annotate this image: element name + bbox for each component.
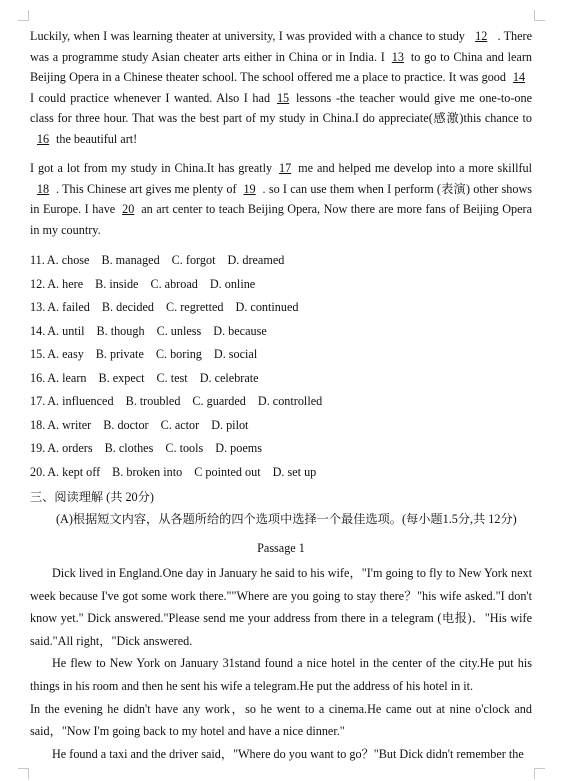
option-row: 11. A. chose B. managed C. forgot D. dreamed	[30, 253, 285, 267]
passage-paragraph: He found a taxi and the driver said，"Where do you want to go？"But Dick didn't remember the	[52, 746, 524, 761]
option-row: 16. A. learn B. expect C. test D. celebrate	[30, 370, 259, 385]
blank-17: 17	[279, 161, 292, 175]
page-corner-mark	[534, 10, 545, 21]
section-heading: 三、阅读理解 (共 20分)	[30, 490, 154, 504]
option-row: 19. A. orders B. clothes C. tools D. poems	[30, 441, 262, 455]
blank-12: 12	[475, 29, 488, 43]
page-corner-mark	[18, 768, 29, 779]
blank-18: 18	[36, 181, 50, 196]
passage-paragraph: Dick lived in England.One day in January he said to his wife，"I'm going to fly to New York next week because I've got some work there.""Where are you going to stay there？"his wife asked."I don't know yet." Dick answered."Please send me your address from there in a telegram (电报)．"His wife said."All right，"Dick answered.	[30, 566, 532, 648]
blank-15: 15	[276, 90, 290, 105]
section-instruction: (A)根据短文内容，从各题所给的四个选项中选择一个最佳选项。(每小题1.5分,共 12分)	[56, 512, 517, 526]
option-row: 17. A. influenced B. troubled C. guarded D. controlled	[30, 394, 323, 408]
document-page	[30, 26, 532, 765]
blank-13: 13	[391, 49, 404, 64]
option-row: 15. A. easy B. private C. boring D. social	[30, 347, 258, 361]
option-row: 20. A. kept off B. broken into C pointed out D. set up	[30, 464, 317, 479]
blank-20: 20	[122, 202, 135, 216]
passage-title: Passage 1	[257, 541, 305, 555]
blank-19: 19	[243, 181, 256, 196]
cloze-paragraph-1: Luckily, when I was learning theater at university, I was provided with a chance to study 12 . There was a programme study Asian cheater arts either in China or in India. I 13 to go to China and learn Beijing Opera in a Chinese theater school. The school offered me a place to practice. It was good 14I could practice whenever I wanted. Also I had 15 lessons -the teacher would give me one-to-one class for three hour. That was the best part of my study in China.I do appreciate(感激)this chance to16 the beautiful art!	[30, 26, 532, 149]
answer-options	[30, 249, 532, 484]
option-row: 14. A. until B. though C. unless D. because	[30, 323, 267, 338]
blank-16: 16	[36, 131, 50, 146]
passage-paragraph: In the evening he didn't have any work，so he went to a cinema.He came out at nine o'clock and said，"Now I'm going back to my hotel and have a nice dinner."	[30, 701, 532, 739]
page-corner-mark	[534, 768, 545, 779]
option-row: 12. A. here B. inside C. abroad D. online	[30, 276, 256, 291]
page-corner-mark	[18, 10, 29, 21]
passage-paragraph: He flew to New York on January 31stand found a nice hotel in the center of the city.He put his things in his room and then he sent his wife a telegram.He put the address of his hotel in it.	[30, 656, 532, 693]
option-row: 18. A. writer B. doctor C. actor D. pilot	[30, 417, 249, 432]
cloze-paragraph-2: I got a lot from my study in China.It has greatly 17 me and helped me develop into a more skillful18 . This Chinese art gives me plenty of 19 . so I can use them when I perform (表演) other shows in Europe. I have 20 an art center to teach Beijing Opera, Now there are more fans of Beijing Opera in my country.	[30, 158, 532, 240]
option-row: 13. A. failed B. decided C. regretted D. continued	[30, 300, 299, 314]
blank-14: 14	[512, 70, 526, 84]
